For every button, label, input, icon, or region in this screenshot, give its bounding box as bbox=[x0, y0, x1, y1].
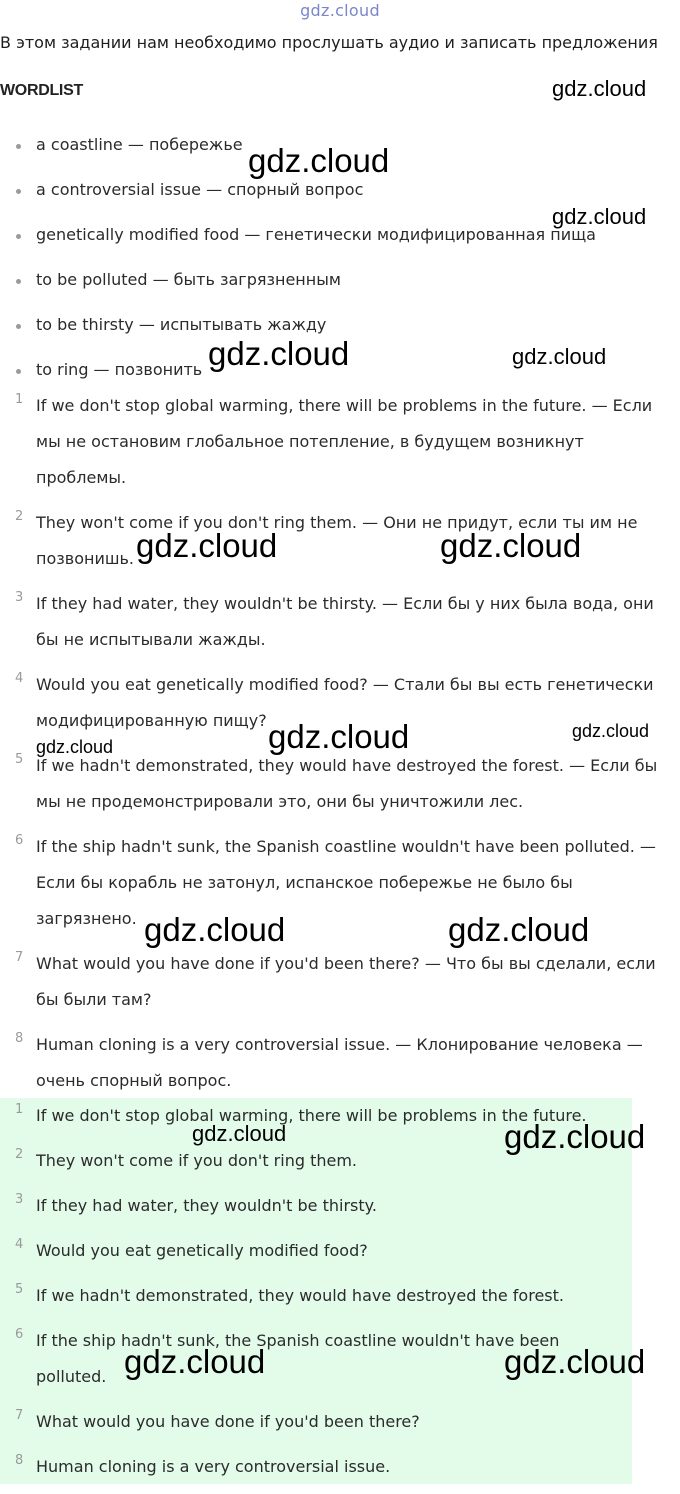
watermark: gdz.cloud bbox=[136, 527, 278, 564]
watermark: gdz.cloud bbox=[552, 204, 647, 229]
watermark: gdz.cloud bbox=[440, 527, 582, 564]
wordlist-title: WORDLIST bbox=[0, 82, 83, 99]
watermark: gdz.cloud bbox=[572, 721, 650, 741]
watermark: gdz.cloud bbox=[248, 142, 390, 179]
bullet-icon bbox=[16, 279, 21, 284]
watermark: gdz.cloud bbox=[208, 335, 350, 372]
watermark: gdz.cloud bbox=[124, 1343, 266, 1380]
watermark: gdz.cloud bbox=[504, 1343, 646, 1380]
intro-text: В этом задании нам необходимо прослушать аудио и записать предложения bbox=[0, 33, 658, 52]
bullet-icon bbox=[16, 369, 21, 374]
watermark: gdz.cloud bbox=[448, 911, 590, 948]
watermark: gdz.cloud bbox=[144, 911, 286, 948]
watermark: gdz.cloud bbox=[268, 718, 410, 755]
watermark: gdz.cloud bbox=[552, 76, 647, 101]
watermark: gdz.cloud bbox=[512, 344, 607, 369]
bullet-icon bbox=[16, 324, 21, 329]
watermark: gdz.cloud bbox=[36, 737, 114, 757]
bullet-icon bbox=[16, 189, 21, 194]
bullet-icon bbox=[16, 144, 21, 149]
watermark: gdz.cloud bbox=[504, 1118, 646, 1155]
site-mark: gdz.cloud bbox=[300, 1, 380, 20]
bullet-icon bbox=[16, 234, 21, 239]
watermark: gdz.cloud bbox=[192, 1121, 287, 1146]
